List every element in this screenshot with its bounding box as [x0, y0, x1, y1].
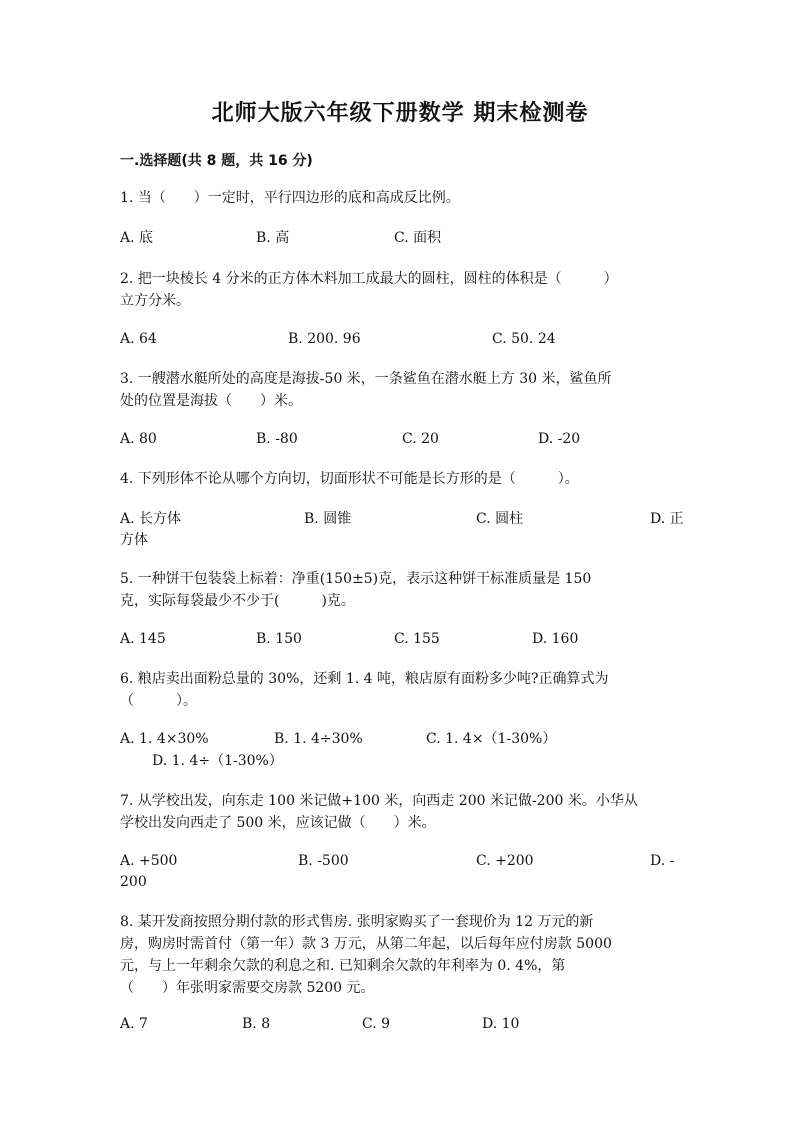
option-b[interactable]: B. 150 [256, 631, 302, 647]
option-a[interactable]: A. 1. 4×30% [120, 731, 209, 747]
option-b[interactable]: B. 圆锥 [304, 511, 352, 527]
option-c[interactable]: C. 20 [402, 431, 439, 447]
option-c[interactable]: C. 圆柱 [476, 511, 524, 527]
option-c[interactable]: C. 面积 [394, 230, 442, 246]
option-b[interactable]: B. 8 [242, 1016, 271, 1032]
question-5-options [120, 628, 680, 650]
question-text-line: 2. 把一块棱长 4 分米的正方体木料加工成最大的圆柱，圆柱的体积是（ ） [120, 271, 618, 287]
question-4 [120, 468, 680, 490]
option-d[interactable]: D. 1. 4÷（1-30%） [152, 753, 283, 769]
question-text-line: 4. 下列形体不论从哪个方向切，切面形状不可能是长方形的是（ ）。 [120, 471, 579, 487]
option-a[interactable]: A. 长方体 [120, 511, 182, 527]
option-b[interactable]: B. 1. 4÷30% [274, 731, 363, 747]
option-c[interactable]: C. 155 [394, 631, 440, 647]
option-a[interactable]: A. 底 [120, 230, 154, 246]
option-c[interactable]: C. +200 [476, 853, 534, 869]
question-text-line: 处的位置是海拔（ ）米。 [120, 393, 302, 409]
question-2-options [120, 328, 680, 350]
question-6 [120, 668, 680, 712]
option-b[interactable]: B. 200. 96 [288, 331, 361, 347]
question-8 [120, 911, 680, 999]
question-8-options [120, 1013, 680, 1035]
option-a[interactable]: A. 7 [120, 1016, 148, 1032]
question-text-line: 3. 一艘潜水艇所处的高度是海拔-50 米，一条鲨鱼在潜水艇上方 30 米，鲨鱼所 [120, 371, 612, 387]
question-text-line: 5. 一种饼干包装袋上标着：净重(150±5)克，表示这种饼干标准质量是 150 [120, 571, 592, 587]
option-d[interactable]: D. 正 [650, 511, 684, 527]
question-text-line: 立方分米。 [120, 293, 190, 309]
option-c[interactable]: C. 1. 4×（1-30%） [426, 731, 557, 747]
question-text-line: 6. 粮店卖出面粉总量的 30%，还剩 1. 4 吨，粮店原有面粉多少吨?正确算式为 [120, 671, 609, 687]
question-text-line: 元，与上一年剩余欠款的利息之和. 已知剩余欠款的年利率为 0. 4%，第 [120, 958, 566, 974]
question-text-line: 1. 当（ ）一定时，平行四边形的底和高成反比例。 [120, 190, 460, 206]
question-text-line: 房，购房时需首付（第一年）款 3 万元，从第二年起，以后每年应付房款 5000 [120, 936, 612, 952]
question-text-line: 7. 从学校出发，向东走 100 米记做+100 米，向西走 200 米记做-200 米。小华从 [120, 793, 638, 809]
option-b[interactable]: B. -80 [256, 431, 298, 447]
question-5 [120, 568, 680, 612]
question-4-options [120, 508, 684, 530]
question-text-line: 学校出发向西走了 500 米，应该记做（ ）米。 [120, 815, 436, 831]
question-6-options [120, 728, 680, 750]
question-2 [120, 268, 680, 312]
option-c[interactable]: C. 50. 24 [492, 331, 556, 347]
question-text-line: 8. 某开发商按照分期付款的形式售房. 张明家购买了一套现价为 12 万元的新 [120, 914, 594, 930]
option-a[interactable]: A. 80 [120, 431, 157, 447]
option-b[interactable]: B. -500 [298, 853, 349, 869]
question-text-line: 克，实际每袋最少不少于( )克。 [120, 593, 355, 609]
option-d[interactable]: D. 10 [482, 1016, 520, 1032]
question-3-options [120, 428, 680, 450]
question-text-line: （ ）年张明家需要交房款 5200 元。 [120, 980, 375, 996]
option-a[interactable]: A. 145 [120, 631, 166, 647]
option-a[interactable]: A. 64 [120, 331, 157, 347]
question-1 [120, 187, 680, 209]
question-3 [120, 368, 680, 412]
option-d-continuation: 方体 [120, 532, 148, 548]
option-d-continuation: 200 [120, 874, 147, 890]
section-heading: 一.选择题(共 8 题，共 16 分) [120, 153, 313, 169]
option-d[interactable]: D. -20 [538, 431, 581, 447]
option-c[interactable]: C. 9 [362, 1016, 391, 1032]
question-7-options [120, 850, 680, 872]
option-d[interactable]: D. 160 [532, 631, 579, 647]
page-title: 北师大版六年级下册数学 期末检测卷 [211, 101, 589, 126]
question-1-options [120, 227, 680, 249]
option-a[interactable]: A. +500 [120, 853, 178, 869]
option-d[interactable]: D. - [650, 853, 675, 869]
question-7 [120, 790, 680, 834]
option-b[interactable]: B. 高 [256, 230, 290, 246]
question-text-line: （ ）。 [120, 693, 197, 709]
